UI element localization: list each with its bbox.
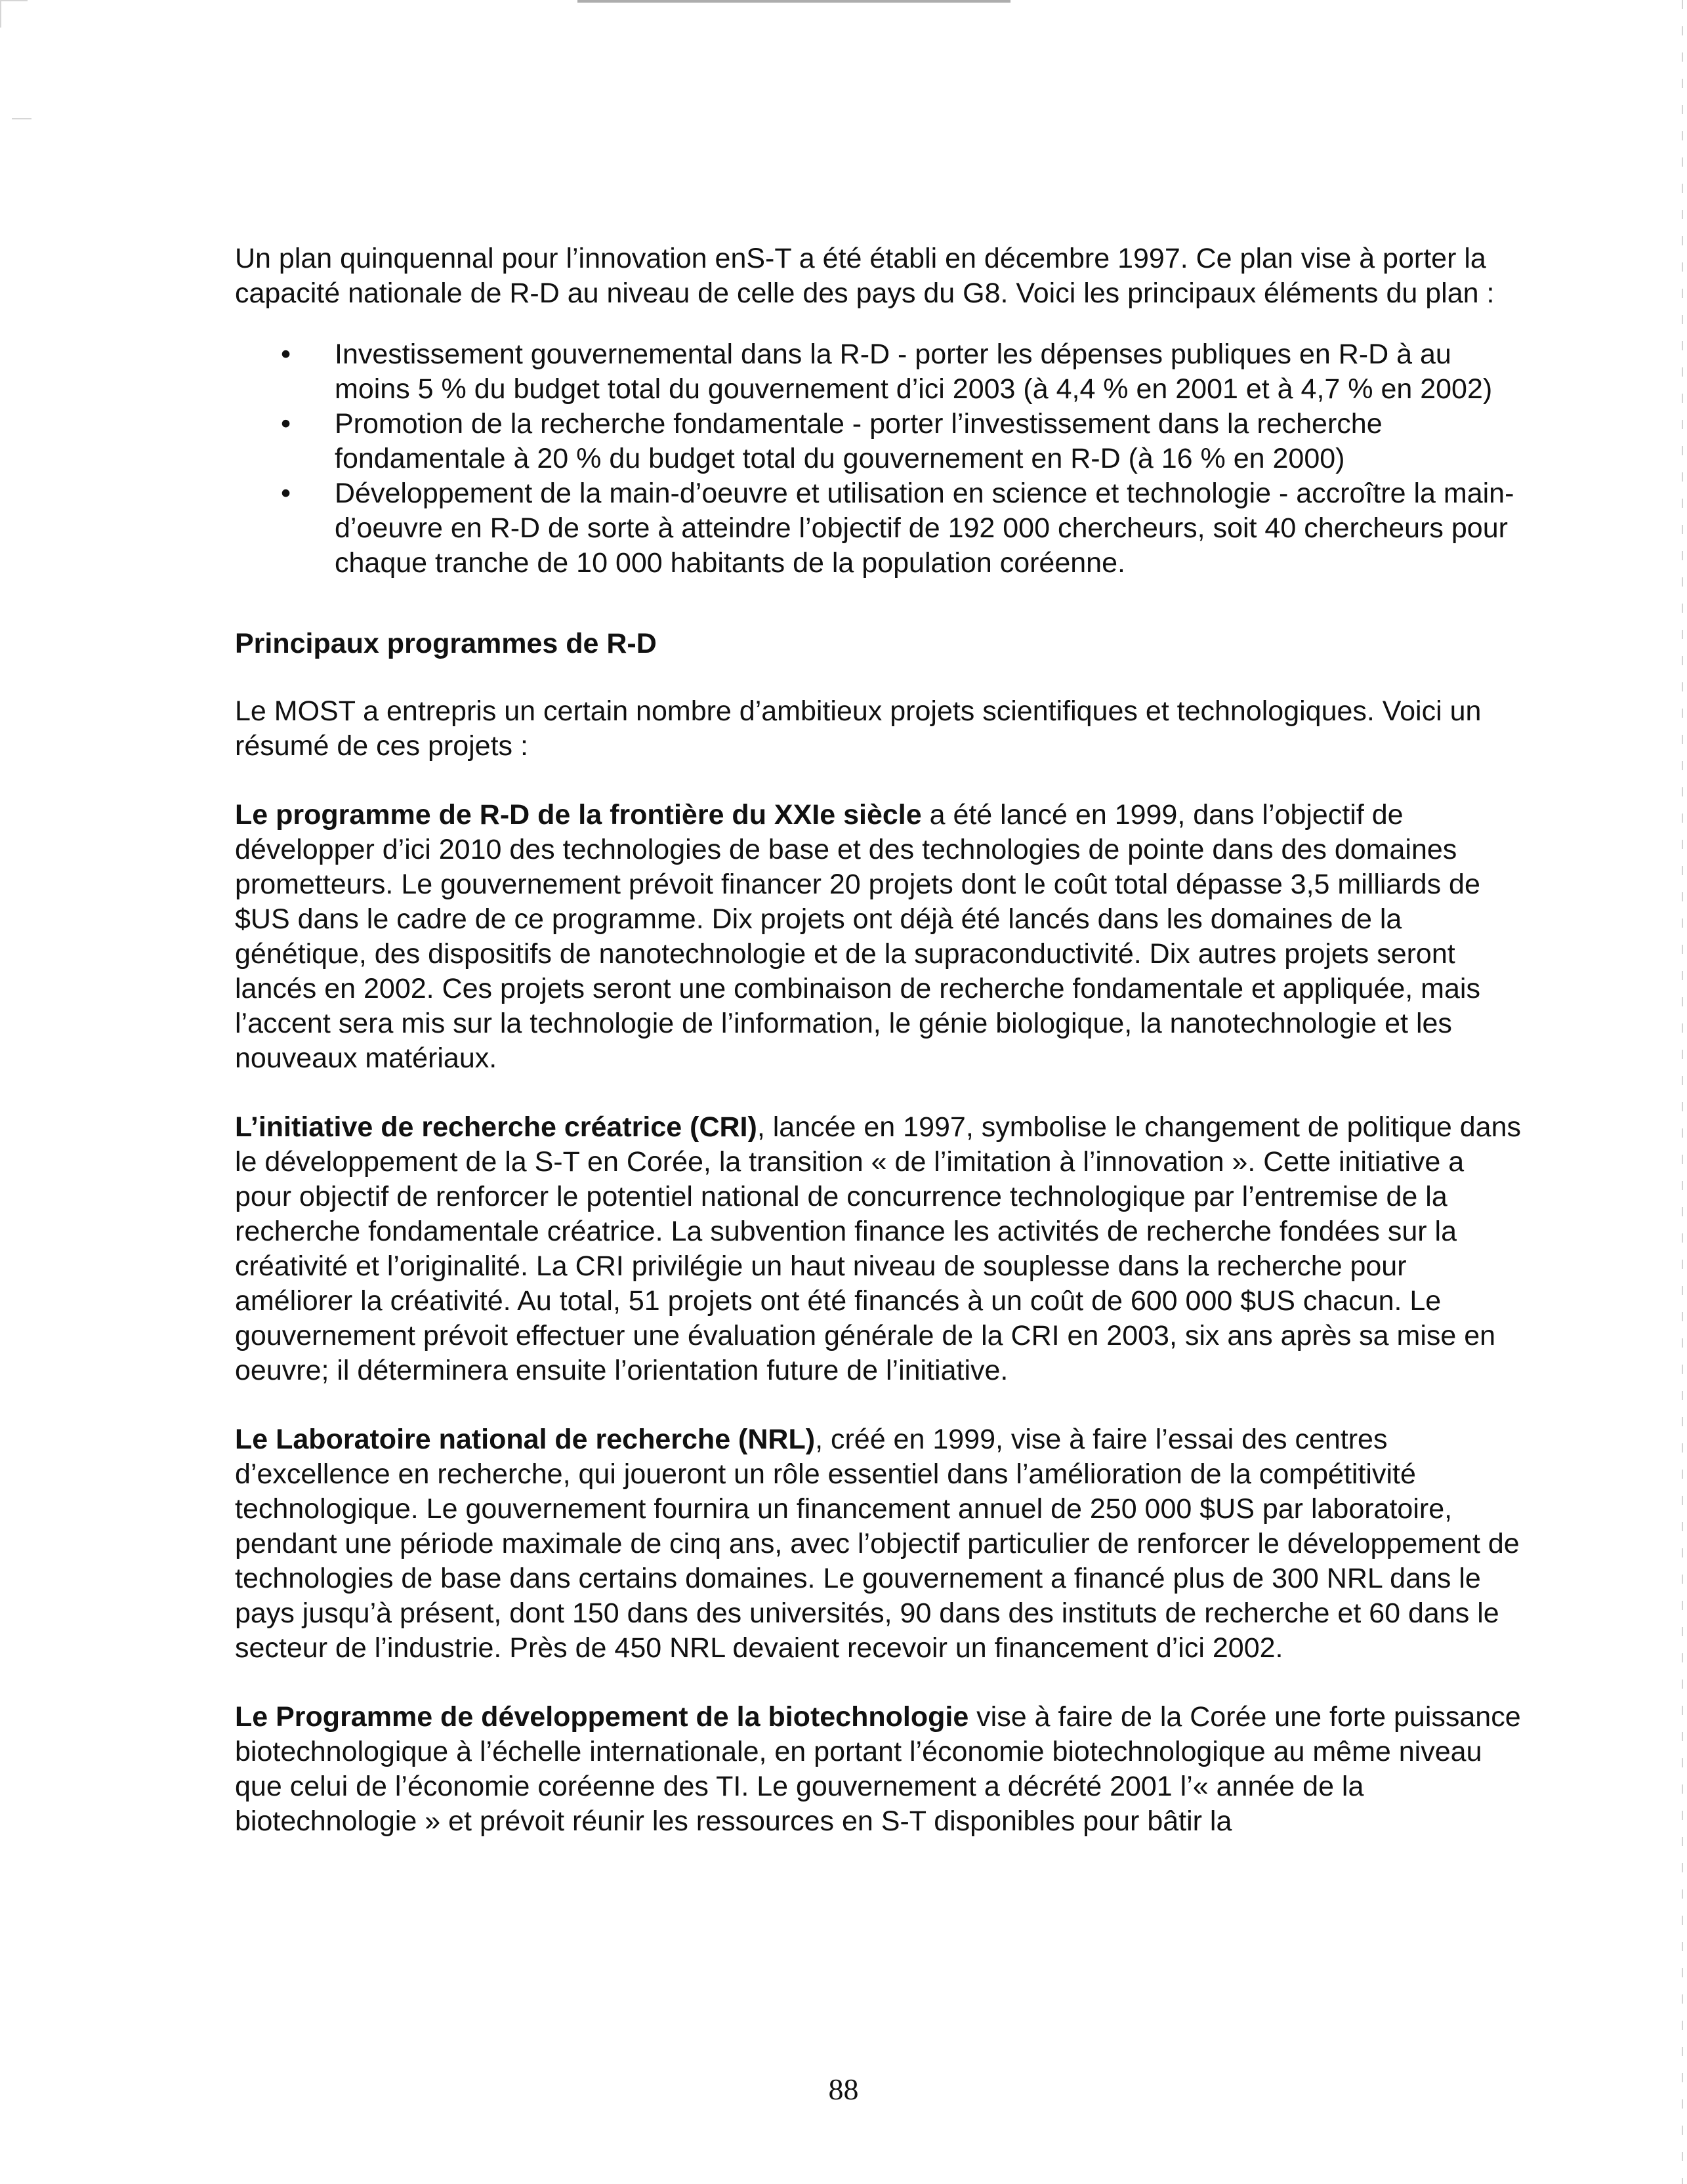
program-text: vise à faire de la Corée une forte puissance biotechnologique à l’échelle internationale, en portant l’économie biotechnologique au même niveau que celui de l’économie coréenne des TI. Le gouvernement a décrété 2001 l’« année de la biotechnologie » et prévoit réunir les ressources en S-T disponibles pour bâtir la xyxy=(235,1701,1521,1837)
scan-artifact-right-edge xyxy=(1682,0,1683,2184)
program-text: , lancée en 1997, symbolise le changement de politique dans le développement de la S-T en Corée, la transition « de l’imitation à l’innovation ». Cette initiative a pour objectif de renforcer le potentiel national de concurrence technologique par l’entremise de la recherche fondamentale créatrice. La subvention finance les activités de recherche fondées sur la créativité et l’originalité. La CRI privilégie un haut niveau de souplesse dans la recherche pour améliorer la créativité. Au total, 51 projets ont été financés à un coût de 600 000 $US chacun. Le gouvernement prévoit effectuer une évaluation générale de la CRI en 2003, six ans après sa mise en oeuvre; il déterminera ensuite l’orientation future de l’initiative. xyxy=(235,1111,1521,1386)
page-body xyxy=(235,241,1521,1873)
intro-paragraph: Un plan quinquennal pour l’innovation enS-T a été établi en décembre 1997. Ce plan vise à porter la capacité nationale de R-D au niveau de celle des pays du G8. Voici les principaux éléments du plan : xyxy=(235,243,1495,309)
bullet-icon: • xyxy=(281,478,291,509)
plan-elements-list xyxy=(235,337,1521,581)
bullet-icon: • xyxy=(281,408,291,440)
scan-artifact-left-mark xyxy=(12,118,31,119)
list-item xyxy=(281,337,1521,407)
program-title: Le programme de R-D de la frontière du XXIe siècle xyxy=(235,799,922,831)
section-intro-paragraph: Le MOST a entrepris un certain nombre d’ambitieux projets scientifiques et technologiques. Voici un résumé de ces projets : xyxy=(235,695,1482,762)
list-item-text: Promotion de la recherche fondamentale - porter l’investissement dans la recherche fondamentale à 20 % du budget total du gouvernement en R-D (à 16 % en 2000) xyxy=(335,408,1383,474)
program-text: , créé en 1999, vise à faire l’essai des centres d’excellence en recherche, qui joueront un rôle essentiel dans l’amélioration de la compétitivité technologique. Le gouvernement fournira un financement annuel de 250 000 $US par laboratoire, pendant une période maximale de cinq ans, avec l’objectif particulier de renforcer le développement de technologies de base dans certains domaines. Le gouvernement a financé plus de 300 NRL dans le pays jusqu’à présent, dont 150 dans des universités, 90 dans des instituts de recherche et 60 dans le secteur de l’industrie. Près de 450 NRL devaient recevoir un financement d’ici 2002. xyxy=(235,1424,1520,1664)
program-paragraph-biotech xyxy=(235,1700,1521,1839)
program-title: L’initiative de recherche créatrice (CRI) xyxy=(235,1111,757,1143)
list-item xyxy=(281,407,1521,476)
list-item-text: Investissement gouvernemental dans la R-D - porter les dépenses publiques en R-D à au moins 5 % du budget total du gouvernement d’ici 2003 (à 4,4 % en 2001 et à 4,7 % en 2002) xyxy=(335,339,1493,405)
program-paragraph-nrl xyxy=(235,1422,1521,1666)
list-item xyxy=(281,476,1521,581)
bullet-icon: • xyxy=(281,339,291,370)
scan-artifact-corner xyxy=(0,0,28,28)
program-paragraph-frontier xyxy=(235,798,1521,1076)
program-text: a été lancé en 1999, dans l’objectif de développer d’ici 2010 des technologies de base et des technologies de pointe dans des domaines prometteurs. Le gouvernement prévoit financer 20 projets dont le coût total dépasse 3,5 milliards de $US dans le cadre de ce programme. Dix projets ont déjà été lancés dans les domaines de la génétique, des dispositifs de nanotechnologie et de la supraconductivité. Dix autres projets seront lancés en 2002. Ces projets seront une combinaison de recherche fondamentale et appliquée, mais l’accent sera mis sur la technologie de l’information, le génie biologique, la nanotechnologie et les nouveaux matériaux. xyxy=(235,799,1480,1074)
program-paragraph-cri xyxy=(235,1110,1521,1388)
program-title: Le Laboratoire national de recherche (NRL) xyxy=(235,1424,816,1455)
program-title: Le Programme de développement de la biotechnologie xyxy=(235,1701,969,1733)
section-heading: Principaux programmes de R-D xyxy=(235,628,657,659)
list-item-text: Développement de la main-d’oeuvre et utilisation en science et technologie - accroître la main-d’oeuvre en R-D de sorte à atteindre l’objectif de 192 000 chercheurs, soit 40 chercheurs pour chaque tranche de 10 000 habitants de la population coréenne. xyxy=(335,478,1514,579)
scan-artifact-top-line xyxy=(577,0,1010,3)
page-number: 88 xyxy=(828,2072,859,2106)
